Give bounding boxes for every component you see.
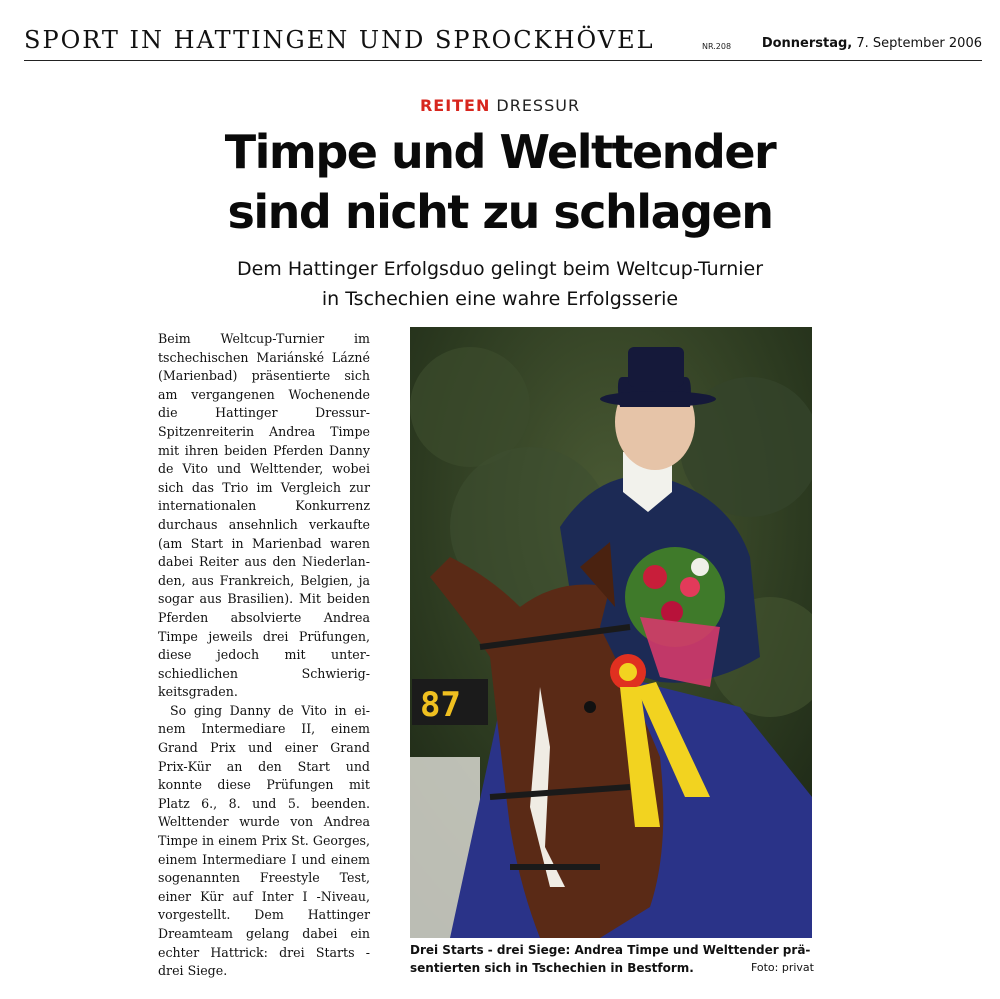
body-paragraph-2: So ging Danny de Vito in einem Intermediare II, einem Grand Prix und einer Grand Prix-Kür an den Start und konnte diese Prüfungen mit Platz 6., 8. und 5. beenden. Welttender wurde von Andrea Timpe in einem Prix St. Georges, einem Intermediare I und einem sogenannten Freestyle Test, einer Kür auf Inter I -Niveau, vorgestellt. Dem Hattinger Dreamteam gelang dabei ein echter Hattrick: drei Starts - drei Siege. xyxy=(158,702,370,979)
section-title: SPORT IN HATTINGEN UND SPROCKHÖVEL xyxy=(24,26,655,54)
article-photo xyxy=(410,327,812,938)
article-subheadline xyxy=(0,254,1000,314)
date: 7. September 2006 xyxy=(856,36,982,51)
headline-line-2: sind nicht zu schlagen xyxy=(227,185,773,239)
scoreboard-digits: 87 xyxy=(420,685,461,725)
article-headline xyxy=(0,122,1000,242)
kicker-category: REITEN xyxy=(419,96,491,115)
body-paragraph-1: Beim Weltcup-Turnier im tschechischen Mariánské Lázné (Marienbad) präsentierte sich am vergangenen Wochenende die Hattinger Dressur-Spitzenreiterin Andrea Timpe mit ihren beiden Pferden Danny de Vito und Welttender, wobei sich das Trio im Vergleich zur internationalen Konkurrenz durchaus ansehnlich verkaufte (am Start in Marienbad waren dabei Reiter aus den Niederlanden, aus Frankreich, Belgien, ja sogar aus Brasilien). Mit beiden Pferden absolvierte Andrea Timpe jeweils drei Prüfungen, diese jedoch mit unterschiedlichen Schwierigkeitsgraden. xyxy=(158,331,370,700)
issue-number: NR.208 xyxy=(702,42,732,51)
publication-date xyxy=(762,36,982,51)
top-hat xyxy=(628,347,684,387)
subhead-line-2: in Tschechien eine wahre Erfolgsserie xyxy=(321,288,679,310)
article-kicker xyxy=(0,96,1000,115)
masthead xyxy=(24,26,982,61)
article-body xyxy=(158,330,370,981)
photo-caption xyxy=(410,941,814,977)
subhead-line-1: Dem Hattinger Erfolgsduo gelingt beim Weltcup-Turnier xyxy=(236,258,764,280)
rider-horse-illustration xyxy=(410,327,812,938)
weekday: Donnerstag, xyxy=(761,36,853,51)
kicker-subcategory: DRESSUR xyxy=(496,96,581,115)
headline-line-1: Timpe und Welttender xyxy=(224,125,776,179)
caption-text: Drei Starts - drei Siege: Andrea Timpe und Welttender präsentierten sich in Tschechien in Bestform. xyxy=(410,943,811,975)
photo-credit: Foto: privat xyxy=(750,961,814,974)
